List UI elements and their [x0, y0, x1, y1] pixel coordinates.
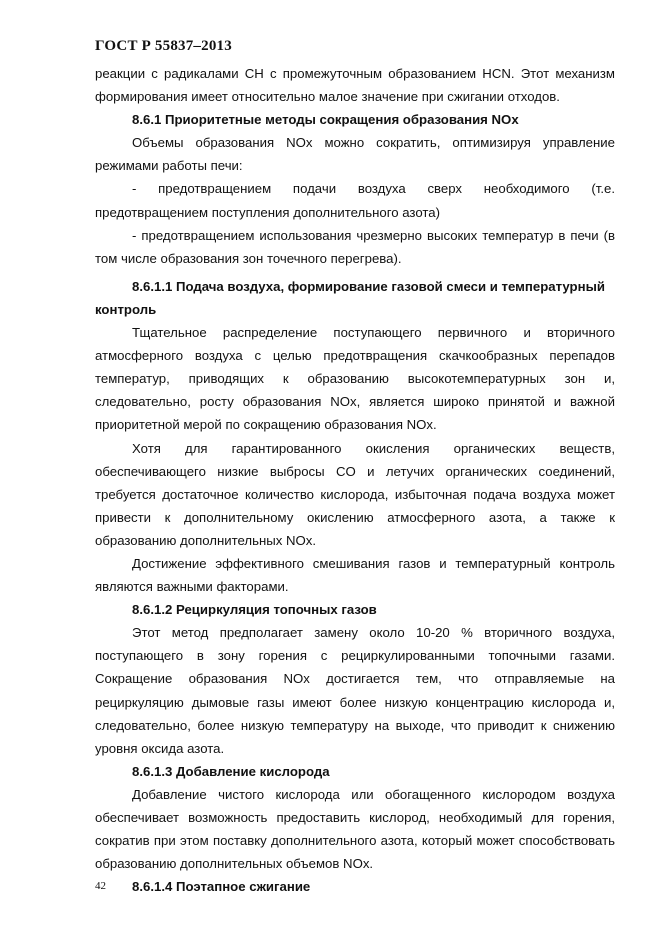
- section-heading: 8.6.1.1 Подача воздуха, формирование газовой смеси и температурный контроль: [95, 278, 605, 317]
- paragraph: Объемы образования NOx можно сократить, оптимизируя управление режимами работы печи:: [95, 135, 615, 174]
- list-item: - предотвращением использования чрезмерно высоких температур в печи (в том числе образования зон точечного перегрева).: [95, 227, 615, 266]
- paragraph: Добавление чистого кислорода или обогащенного кислородом воздуха обеспечивает возможность предоставить кислород, необходимый для горения, сократив при этом поставку дополнительного азота, который может способствовать образованию дополнительных объемов NOx.: [95, 786, 615, 872]
- paragraph: Хотя для гарантированного окисления органических веществ, обеспечивающего низкие выбросы CO и летучих органических соединений, требуется достаточное количество кислорода, избыточная подача воздуха может привести к дополнительному окислению атмосферного азота, а также к образованию дополнительных NOx.: [95, 440, 615, 548]
- paragraph: реакции с радикалами CH с промежуточным образованием HCN. Этот механизм формирования имеет относительно малое значение при сжигании отходов.: [95, 66, 615, 105]
- list-item: - предотвращением подачи воздуха сверх необходимого (т.е. предотвращением поступления дополнительного азота): [95, 181, 615, 220]
- paragraph: Тщательное распределение поступающего первичного и вторичного атмосферного воздуха с целью предотвращения скачкообразных перепадов температур, приводящих к образованию высокотемпературных зон и, следовательно, росту образования NOx, является широко принятой и важной приоритетной мерой по сокращению образования NOx.: [95, 325, 615, 433]
- page-number: 42: [95, 880, 106, 892]
- document-body: [95, 62, 615, 898]
- section-heading: 8.6.1.2 Рециркуляция топочных газов: [132, 602, 377, 618]
- section-heading: 8.6.1.4 Поэтапное сжигание: [132, 879, 311, 895]
- document-header: ГОСТ Р 55837–2013: [95, 38, 232, 54]
- section-heading: 8.6.1.3 Добавление кислорода: [132, 763, 330, 779]
- section-heading: 8.6.1 Приоритетные методы сокращения образования NOx: [132, 112, 519, 128]
- paragraph: Этот метод предполагает замену около 10-20 % вторичного воздуха, поступающего в зону горения с рециркулированными топочными газами. Сокращение образования NOx достигается тем, что отправляемые на рециркуляцию дымовые газы имеют более низкую концентрацию кислорода и, следовательно, более низкую температуру на выходе, что приводит к снижению уровня оксида азота.: [95, 625, 615, 756]
- paragraph: Достижение эффективного смешивания газов и температурный контроль являются важными факторами.: [95, 555, 615, 595]
